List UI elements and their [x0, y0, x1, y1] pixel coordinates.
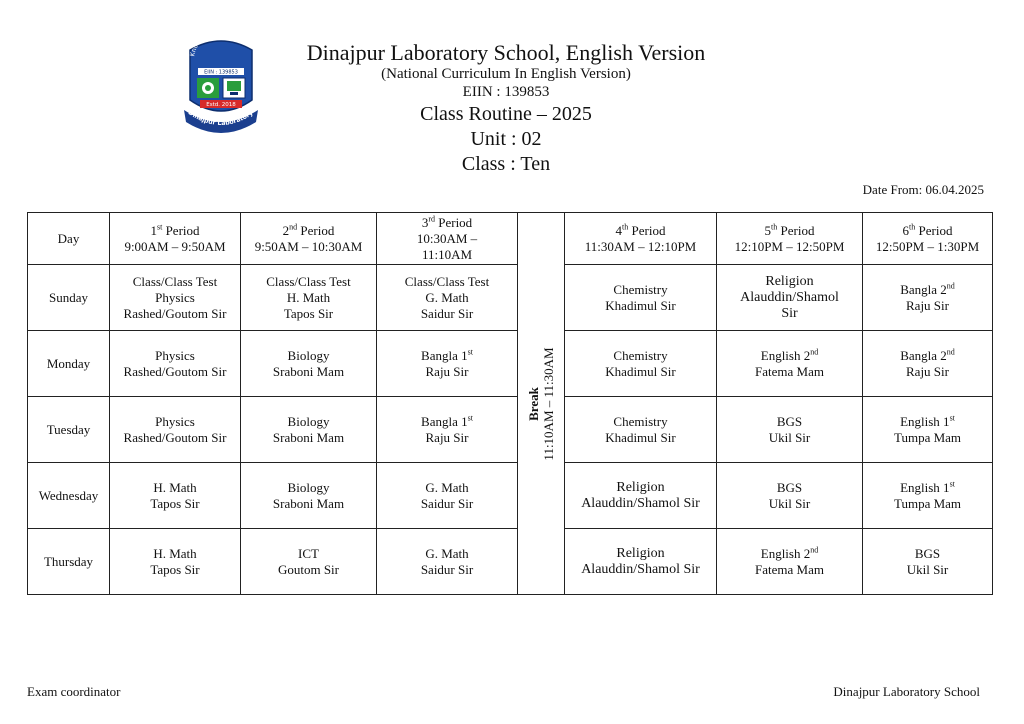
day-cell: Thursday [28, 529, 110, 595]
class-cell: English 1st Tumpa Mam [863, 397, 993, 463]
period-header: 5th Period 12:10PM – 12:50PM [717, 213, 863, 265]
class-cell: Biology Sraboni Mam [241, 463, 377, 529]
table-row [28, 331, 993, 397]
table-row [28, 397, 993, 463]
document-header [250, 40, 762, 177]
class-cell: Religion Alauddin/Shamol Sir [565, 463, 717, 529]
period-header: 3rd Period 10:30AM – 11:10AM [377, 213, 518, 265]
class-cell: English 2nd Fatema Mam [717, 331, 863, 397]
class-cell: BGS Ukil Sir [863, 529, 993, 595]
eiin-number: EIIN : 139853 [462, 84, 550, 100]
class-cell: H. Math Tapos Sir [110, 529, 241, 595]
period-header: 2nd Period 9:50AM – 10:30AM [241, 213, 377, 265]
class-cell: G. Math Saidur Sir [377, 463, 518, 529]
class-label: Class : Ten [461, 153, 551, 175]
table-row [28, 529, 993, 595]
class-cell: Physics Rashed/Goutom Sir [110, 331, 241, 397]
svg-text:Dinajpur Laboratory School: Dinajpur Laboratory [186, 109, 255, 128]
class-cell: Bangla 1st Raju Sir [377, 397, 518, 463]
class-cell: Physics Rashed/Goutom Sir [110, 397, 241, 463]
class-cell: Religion Alauddin/Shamol Sir [717, 265, 863, 331]
class-cell: Chemistry Khadimul Sir [565, 265, 717, 331]
day-cell: Wednesday [28, 463, 110, 529]
svg-text:EIIN : 139853: EIIN : 139853 [204, 69, 238, 76]
day-cell: Tuesday [28, 397, 110, 463]
footer-exam-coordinator: Exam coordinator [27, 684, 121, 699]
period-header: 1st Period 9:00AM – 9:50AM [110, 213, 241, 265]
class-cell: BGS Ukil Sir [717, 397, 863, 463]
class-cell: Biology Sraboni Mam [241, 331, 377, 397]
school-name: Dinajpur Laboratory School, English Version [306, 40, 706, 65]
class-cell: Bangla 1st Raju Sir [377, 331, 518, 397]
class-cell: Class/Class Test H. Math Tapos Sir [241, 265, 377, 331]
class-cell: Class/Class Test G. Math Saidur Sir [377, 265, 518, 331]
class-cell: Class/Class Test Physics Rashed/Goutom Sir [110, 265, 241, 331]
header-row [28, 213, 993, 265]
period-header: 6th Period 12:50PM – 1:30PM [863, 213, 993, 265]
class-cell: ICT Goutom Sir [241, 529, 377, 595]
break-time: 11:10AM – 11:30AM [541, 346, 556, 461]
class-cell: Bangla 2nd Raju Sir [863, 331, 993, 397]
class-cell: Bangla 2nd Raju Sir [863, 265, 993, 331]
class-cell: BGS Ukil Sir [717, 463, 863, 529]
svg-text:Estd. 2018: Estd. 2018 [206, 102, 236, 108]
day-cell: Sunday [28, 265, 110, 331]
class-cell: English 2nd Fatema Mam [717, 529, 863, 595]
class-cell: Chemistry Khadimul Sir [565, 331, 717, 397]
curriculum-note: (National Curriculum In English Version) [381, 66, 631, 82]
class-cell: English 1st Tumpa Mam [863, 463, 993, 529]
class-cell: H. Math Tapos Sir [110, 463, 241, 529]
day-cell: Monday [28, 331, 110, 397]
footer-school-name: Dinajpur Laboratory School [833, 684, 980, 699]
class-cell: Biology Sraboni Mam [241, 397, 377, 463]
table-row [28, 463, 993, 529]
date-from: Date From: 06.04.2025 [862, 182, 984, 197]
class-cell: Religion Alauddin/Shamol Sir [565, 529, 717, 595]
class-routine-table [27, 212, 993, 595]
table-row [28, 265, 993, 331]
period-header: 4th Period 11:30AM – 12:10PM [565, 213, 717, 265]
class-cell: G. Math Saidur Sir [377, 529, 518, 595]
break-column [518, 213, 565, 595]
day-header: Day [28, 213, 110, 265]
unit-label: Unit : 02 [470, 128, 542, 150]
class-cell: Chemistry Khadimul Sir [565, 397, 717, 463]
routine-title: Class Routine – 2025 [420, 103, 592, 125]
break-label: Break [526, 386, 541, 421]
svg-text:Knowledge is power: Knowledge is power [189, 30, 246, 58]
